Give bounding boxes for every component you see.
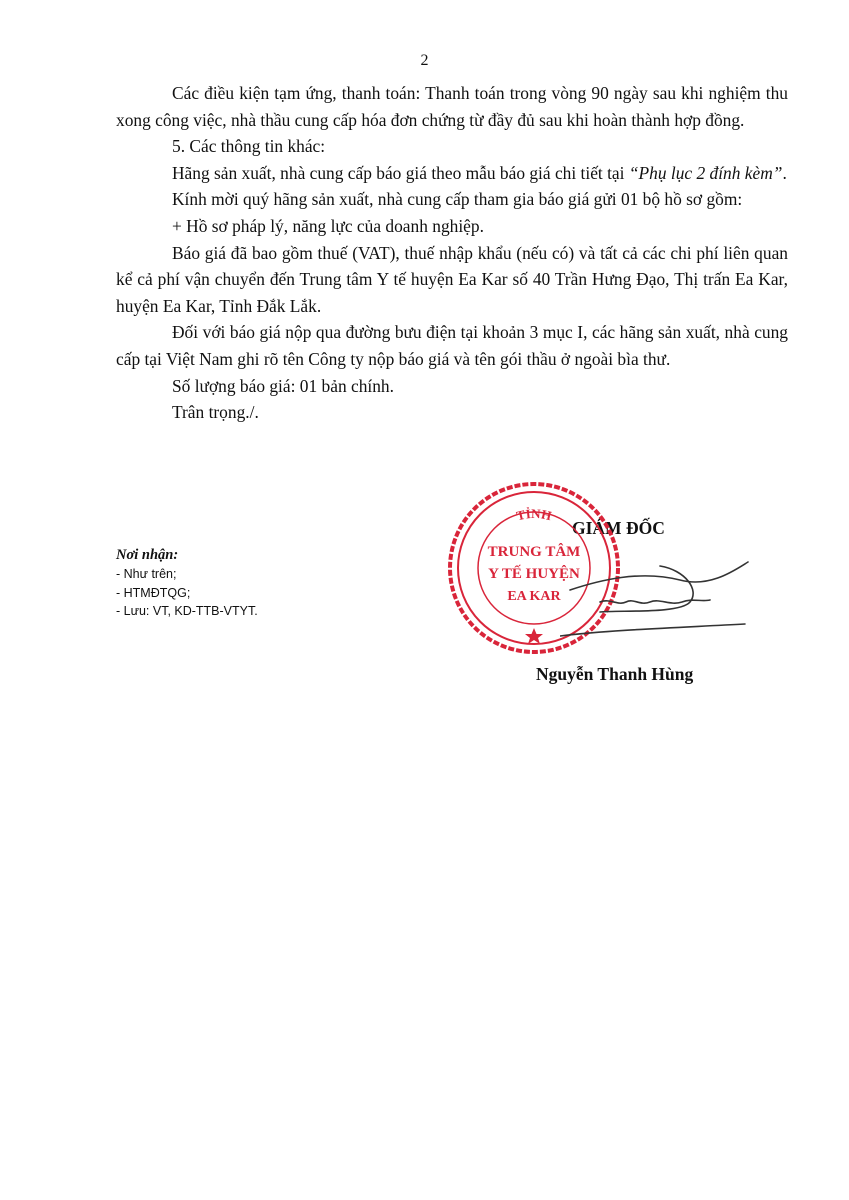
page-number: 2	[420, 52, 429, 69]
payment-terms-paragraph: Các điều kiện tạm ứng, thanh toán: Thanh toán trong vòng 90 ngày sau khi nghiệm thu xong công việc, nhà thầu cung cấp hóa đơn chứng từ đầy đủ sau khi hoàn thành hợp đồng.	[116, 83, 788, 130]
signer-title: GIÁM ĐỐC	[572, 518, 665, 538]
postal-paragraph: Đối với báo giá nộp qua đường bưu điện tại khoản 3 mục I, các hãng sản xuất, nhà cung cấp tại Việt Nam ghi rõ tên Công ty nộp báo giá và tên gói thầu ở ngoài bìa thư.	[116, 322, 788, 369]
stamp-line: Y TẾ HUYỆN	[488, 566, 580, 582]
signer-name: Nguyễn Thanh Hùng	[536, 664, 694, 684]
stamp-line: EA KAR	[507, 589, 561, 604]
letter-body	[116, 80, 788, 426]
quotation-form-text: Hãng sản xuất, nhà cung cấp báo giá theo mẫu báo giá chi tiết tại	[172, 162, 629, 183]
recipient-item: - Lưu: VT, KD-TTB-VTYT.	[116, 604, 258, 618]
legal-docs-paragraph: + Hồ sơ pháp lý, năng lực của doanh nghiệp.	[172, 215, 484, 236]
recipient-item: - Như trên;	[116, 567, 177, 581]
recipient-item: - HTMĐTQG;	[116, 585, 191, 600]
quotation-form-paragraph	[116, 160, 788, 187]
handwritten-signature	[560, 540, 750, 640]
vat-paragraph: Báo giá đã bao gồm thuế (VAT), thuế nhập khẩu (nếu có) và tất cả các chi phí liên quan kể cả phí vận chuyển đến Trung tâm Y tế huyện Ea Kar số 40 Trần Hưng Đạo, Thị trấn Ea Kar, huyện Ea Kar, Tỉnh Đắk Lắk.	[116, 242, 788, 316]
stamp-line: TRUNG TÂM	[487, 544, 581, 560]
recipients-block	[116, 546, 416, 621]
recipients-heading: Nơi nhận:	[116, 547, 179, 563]
other-info-heading: 5. Các thông tin khác:	[172, 136, 326, 157]
stamp-top-text: TỈNH	[514, 505, 554, 524]
star-icon	[525, 628, 543, 644]
closing-paragraph: Trân trọng./.	[172, 402, 259, 423]
invitation-paragraph: Kính mời quý hãng sản xuất, nhà cung cấp tham gia báo giá gửi 01 bộ hồ sơ gồm:	[172, 189, 743, 210]
quantity-paragraph: Số lượng báo giá: 01 bản chính.	[172, 375, 394, 396]
quotation-form-end: .	[782, 162, 787, 183]
appendix-reference: “Phụ lục 2 đính kèm”	[628, 162, 783, 183]
